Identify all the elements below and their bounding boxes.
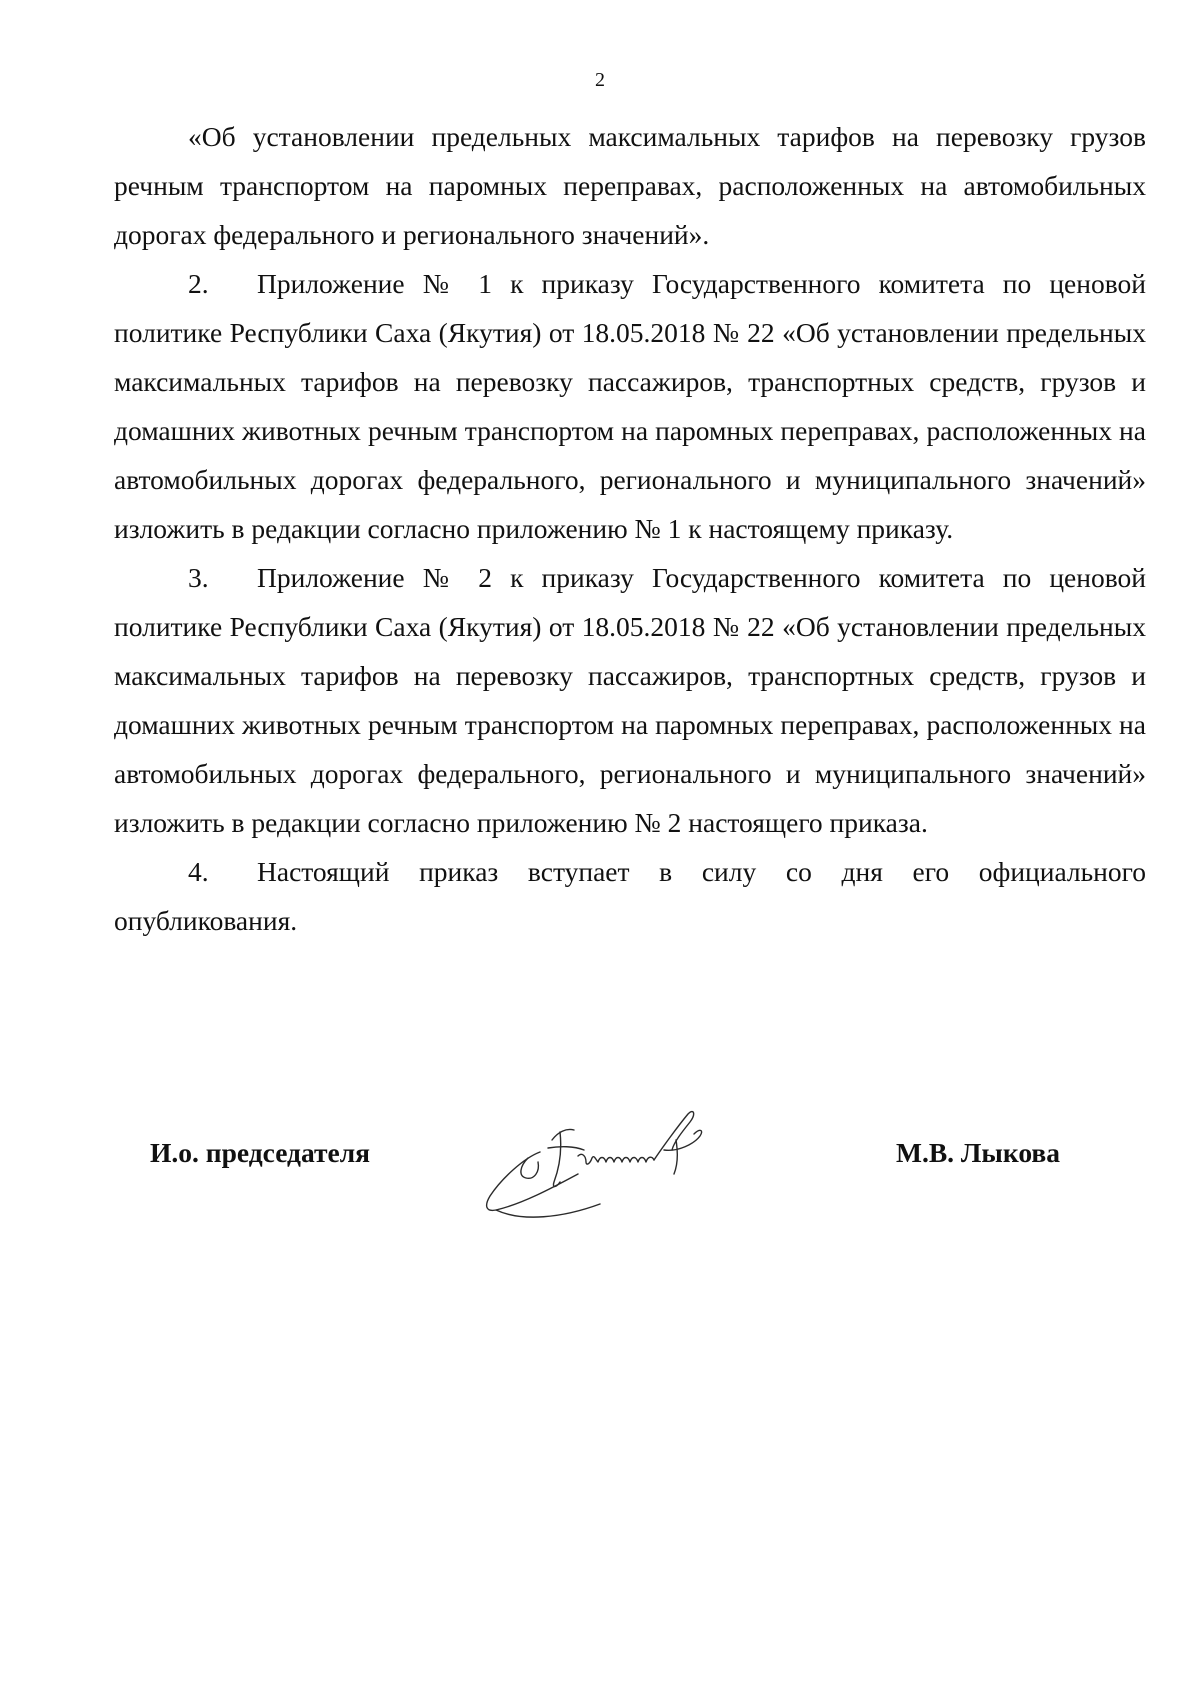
- paragraph-text: «Об установлении предельных максимальных тарифов на перевозку грузов речным транспортом на паромных переправах, расположенных на автомобильных дорогах федерального и регионального значений».: [114, 121, 1146, 250]
- handwritten-signature: [482, 1100, 782, 1225]
- paragraph-item-2: [114, 259, 1146, 553]
- paragraph-text: Приложение № 2 к приказу Государственного комитета по ценовой политике Республики Саха (Якутия) от 18.05.2018 № 22 «Об установлении предельных максимальных тарифов на перевозку пассажиров, транспортных средств, грузов и домашних животных речным транспортом на паромных переправах, расположенных на автомобильных дорогах федерального, регионального и муниципального значений» изложить в редакции согласно приложению № 2 настоящего приказа.: [114, 562, 1146, 838]
- paragraph-number: 4.: [188, 856, 209, 887]
- paragraph-number: 2.: [188, 268, 209, 299]
- paragraph-item-4: [114, 847, 1146, 945]
- signature-block: [0, 1118, 1200, 1238]
- paragraph-text: Приложение № 1 к приказу Государственного комитета по ценовой политике Республики Саха (Якутия) от 18.05.2018 № 22 «Об установлении предельных максимальных тарифов на перевозку пассажиров, транспортных средств, грузов и домашних животных речным транспортом на паромных переправах, расположенных на автомобильных дорогах федерального, регионального и муниципального значений» изложить в редакции согласно приложению № 1 к настоящему приказу.: [114, 268, 1146, 544]
- signatory-position: И.о. председателя: [150, 1137, 371, 1168]
- signatory-name: М.В. Лыкова: [896, 1137, 1061, 1168]
- document-body: [114, 112, 1146, 945]
- paragraph-continuation: [114, 112, 1146, 259]
- paragraph-text: Настоящий приказ вступает в силу со дня его официального опубликования.: [114, 856, 1146, 936]
- paragraph-number: 3.: [188, 562, 209, 593]
- page-number: 2: [595, 69, 605, 91]
- paragraph-item-3: [114, 553, 1146, 847]
